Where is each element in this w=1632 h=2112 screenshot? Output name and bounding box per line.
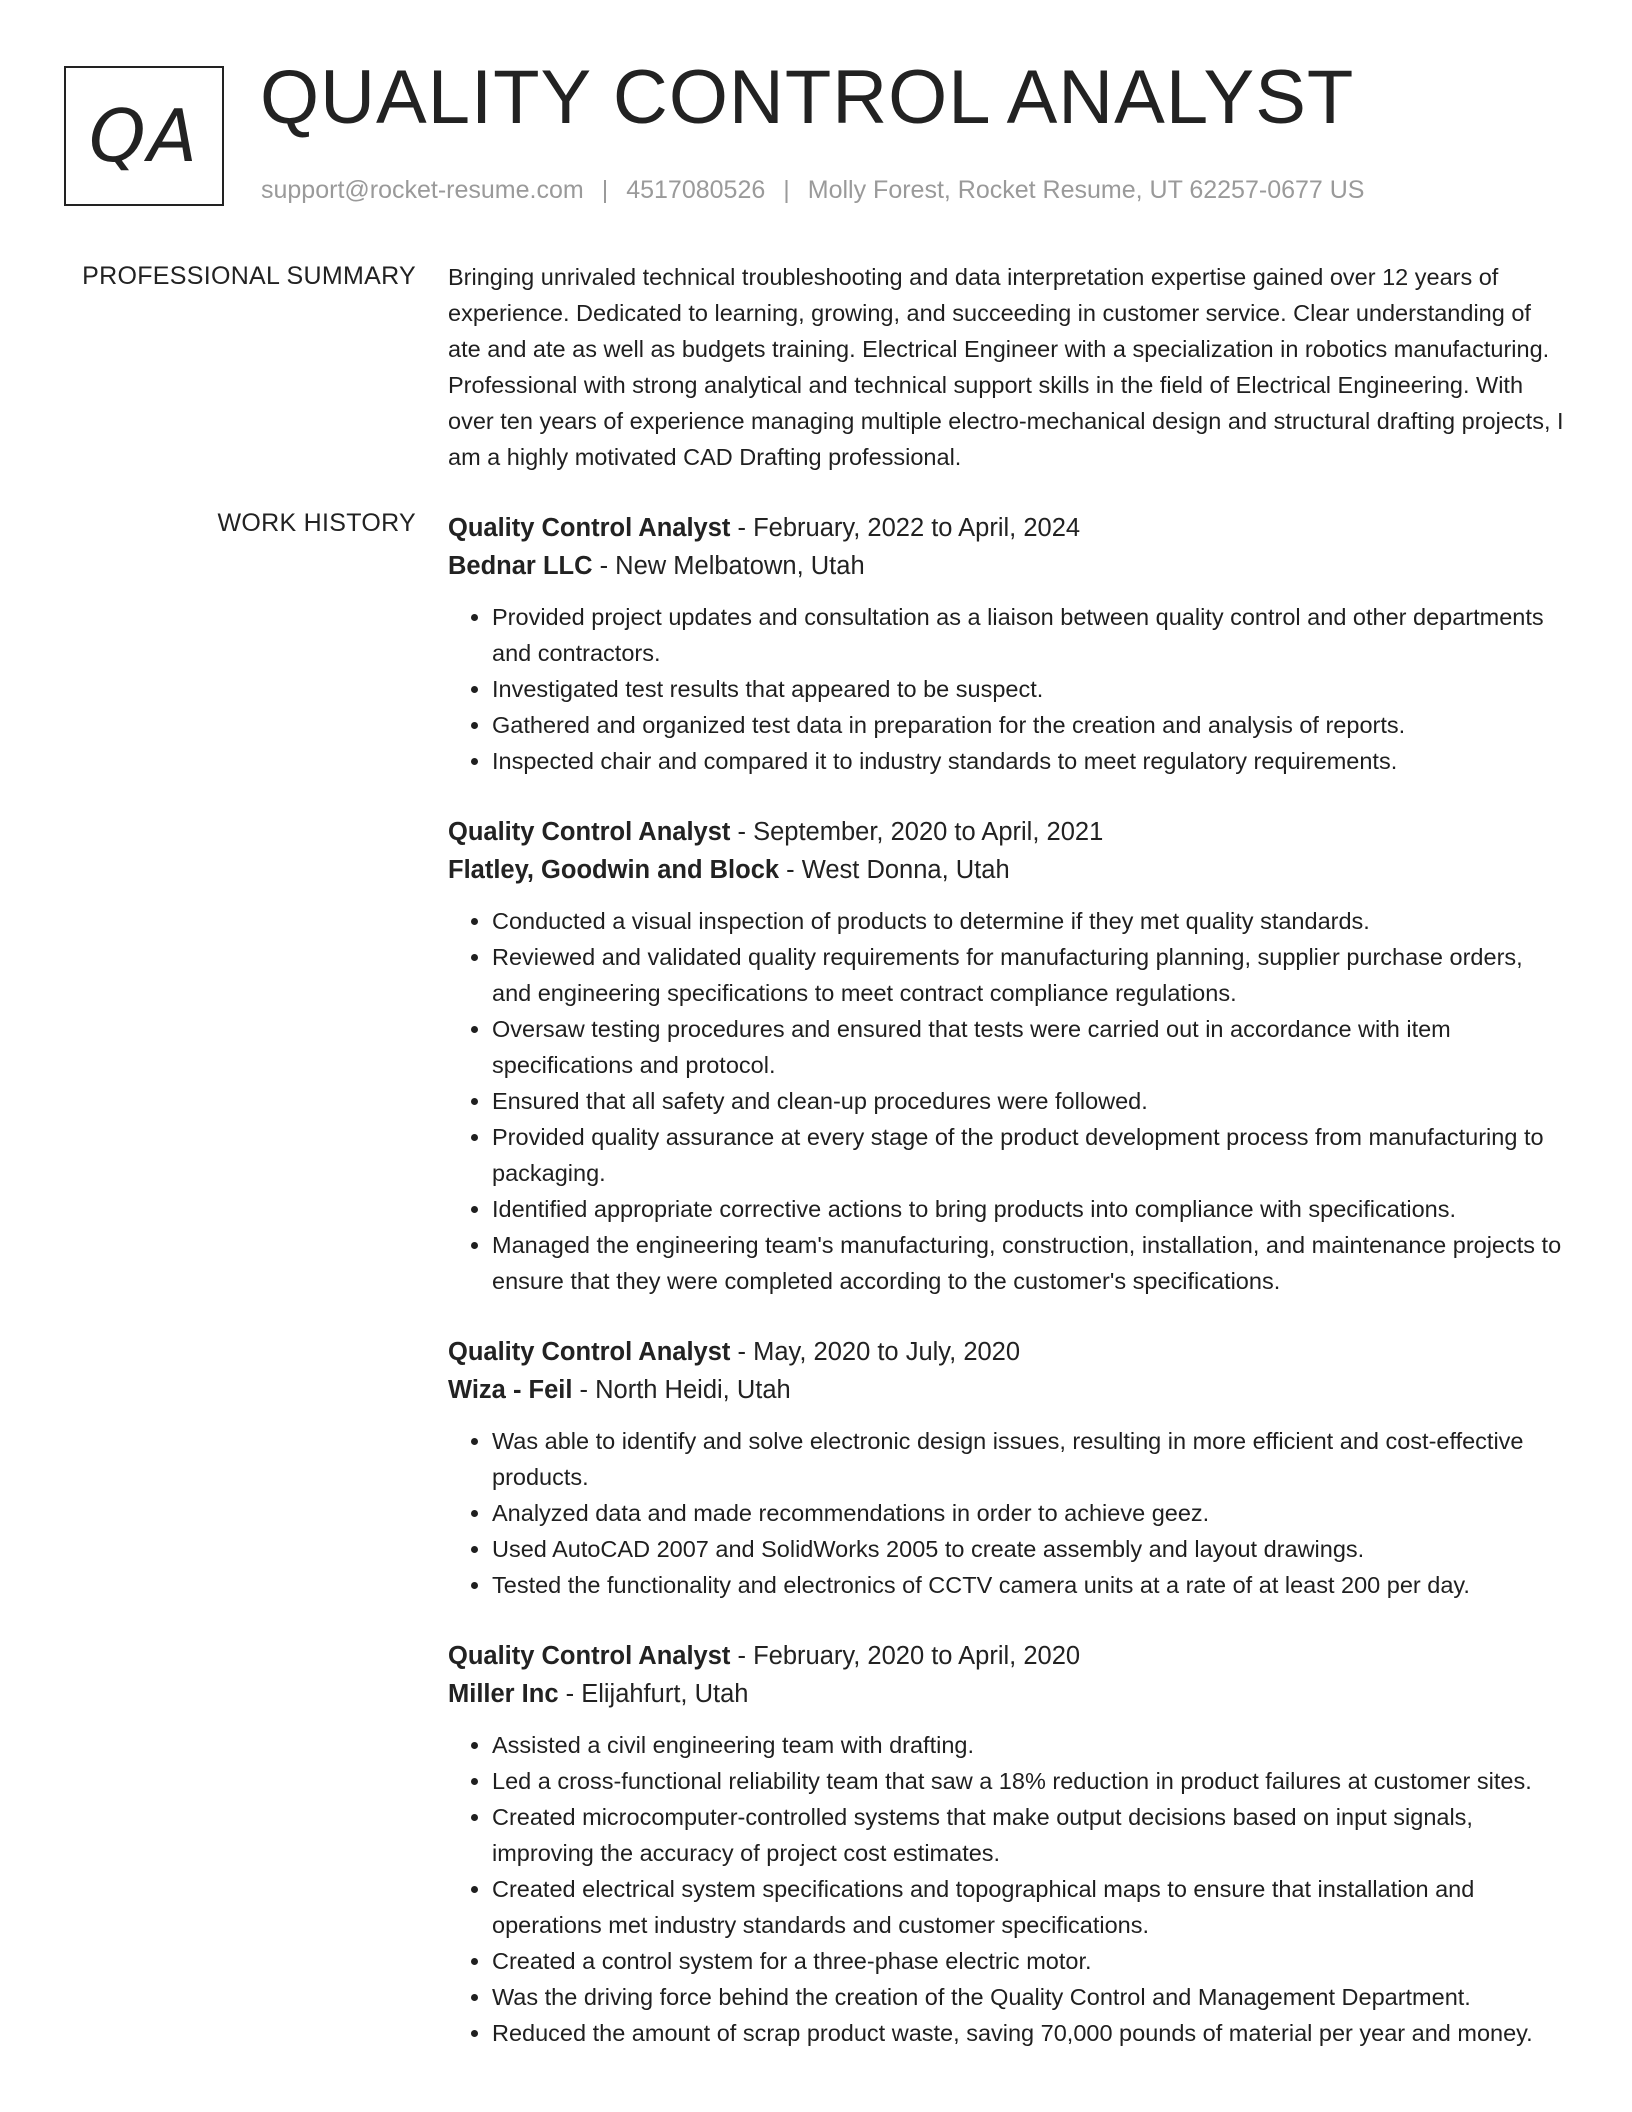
duty-item: • Created a control system for a three-phase electric motor. — [492, 1943, 1568, 1979]
job-company-line — [448, 851, 1568, 889]
contact-separator: | — [601, 176, 609, 204]
summary-text: Bringing unrivaled technical troubleshooting and data interpretation expertise gained over 12 years of experience. Dedicated to learning, growing, and succeeding in customer service. Clear understanding of ate and ate as well as budgets training. Electrical Engineer with a specialization in robotics manufacturing. Professional with strong analytical and technical support skills in the field of Electrical Engineering. With over ten years of experience managing multiple electro-mechanical design and structural drafting projects, I am a highly motivated CAD Drafting professional. — [448, 264, 1564, 470]
job-company: Flatley, Goodwin and Block — [448, 856, 780, 884]
job-dates: - February, 2020 to April, 2020 — [730, 1642, 1081, 1670]
section-label-work-history: WORK HISTORY — [217, 509, 416, 537]
duty-item: • Used AutoCAD 2007 and SolidWorks 2005 to create assembly and layout drawings. — [492, 1531, 1568, 1567]
job-title: Quality Control Analyst — [448, 1642, 731, 1670]
job-location: - West Donna, Utah — [779, 856, 1010, 884]
contact-line — [261, 176, 1364, 205]
job-entry — [448, 813, 1568, 1299]
job-entry — [448, 509, 1568, 779]
duty-item: • Led a cross-functional reliability team that saw a 18% reduction in product failures at customer sites. — [492, 1763, 1568, 1799]
duty-item: • Assisted a civil engineering team with drafting. — [492, 1727, 1568, 1763]
contact-email[interactable]: support@rocket-resume.com — [261, 176, 584, 204]
section-label-summary: PROFESSIONAL SUMMARY — [82, 262, 416, 290]
duty-item: • Created electrical system specifications and topographical maps to ensure that installation and operations met industry standards and customer specifications. — [492, 1871, 1568, 1943]
duty-item: • Was the driving force behind the creation of the Quality Control and Management Department. — [492, 1979, 1568, 2015]
monogram-initials: QA — [89, 94, 199, 178]
monogram-box — [64, 66, 224, 206]
job-entry — [448, 1333, 1568, 1603]
contact-phone[interactable]: 4517080526 — [626, 176, 766, 204]
job-company: Bednar LLC — [448, 552, 593, 580]
duty-list — [448, 1727, 1568, 2051]
duty-item: • Was able to identify and solve electronic design issues, resulting in more efficient and cost-effective products. — [492, 1423, 1568, 1495]
resume-title: QUALITY CONTROL ANALYST — [260, 55, 1355, 140]
duty-list — [448, 903, 1568, 1299]
job-list — [448, 509, 1568, 2085]
job-title-line — [448, 1637, 1568, 1675]
duty-item: • Reviewed and validated quality requirements for manufacturing planning, supplier purchase orders, and engineering specifications to meet contract compliance regulations. — [492, 939, 1568, 1011]
duty-item: • Investigated test results that appeared to be suspect. — [492, 671, 1568, 707]
job-dates: - February, 2022 to April, 2024 — [730, 514, 1081, 542]
duty-item: • Inspected chair and compared it to industry standards to meet regulatory requirements. — [492, 743, 1568, 779]
duty-item: • Tested the functionality and electronics of CCTV camera units at a rate of at least 200 per day. — [492, 1567, 1568, 1603]
job-company-line — [448, 1675, 1568, 1713]
duty-list — [448, 1423, 1568, 1603]
job-entry — [448, 1637, 1568, 2051]
duty-item: • Provided project updates and consultation as a liaison between quality control and other departments and contractors. — [492, 599, 1568, 671]
job-company: Wiza - Feil — [448, 1376, 573, 1404]
job-title: Quality Control Analyst — [448, 1338, 731, 1366]
job-location: - Elijahfurt, Utah — [558, 1680, 749, 1708]
job-title: Quality Control Analyst — [448, 514, 731, 542]
duty-list — [448, 599, 1568, 779]
duty-item: • Conducted a visual inspection of products to determine if they met quality standards. — [492, 903, 1568, 939]
duty-item: • Ensured that all safety and clean-up procedures were followed. — [492, 1083, 1568, 1119]
duty-item: • Reduced the amount of scrap product waste, saving 70,000 pounds of material per year and money. — [492, 2015, 1568, 2051]
duty-item: • Gathered and organized test data in preparation for the creation and analysis of reports. — [492, 707, 1568, 743]
job-dates: - May, 2020 to July, 2020 — [730, 1338, 1021, 1366]
job-title-line — [448, 1333, 1568, 1371]
contact-separator: | — [783, 176, 790, 204]
duty-item: • Managed the engineering team's manufacturing, construction, installation, and maintenance projects to ensure that they were completed according to the customer's specifications. — [492, 1227, 1568, 1299]
job-title-line — [448, 509, 1568, 547]
duty-item: • Created microcomputer-controlled systems that make output decisions based on input signals, improving the accuracy of project cost estimates. — [492, 1799, 1568, 1871]
job-company-line — [448, 547, 1568, 585]
job-dates: - September, 2020 to April, 2021 — [730, 818, 1104, 846]
duty-item: • Provided quality assurance at every stage of the product development process from manufacturing to packaging. — [492, 1119, 1568, 1191]
duty-item: • Oversaw testing procedures and ensured that tests were carried out in accordance with item specifications and protocol. — [492, 1011, 1568, 1083]
duty-item: • Analyzed data and made recommendations in order to achieve geez. — [492, 1495, 1568, 1531]
job-company-line — [448, 1371, 1568, 1409]
job-title-line — [448, 813, 1568, 851]
duty-item: • Identified appropriate corrective actions to bring products into compliance with specifications. — [492, 1191, 1568, 1227]
job-location: - North Heidi, Utah — [572, 1376, 791, 1404]
job-title: Quality Control Analyst — [448, 818, 731, 846]
job-location: - New Melbatown, Utah — [592, 552, 865, 580]
contact-address: Molly Forest, Rocket Resume, UT 62257-0677 US — [807, 176, 1365, 204]
job-company: Miller Inc — [448, 1680, 559, 1708]
